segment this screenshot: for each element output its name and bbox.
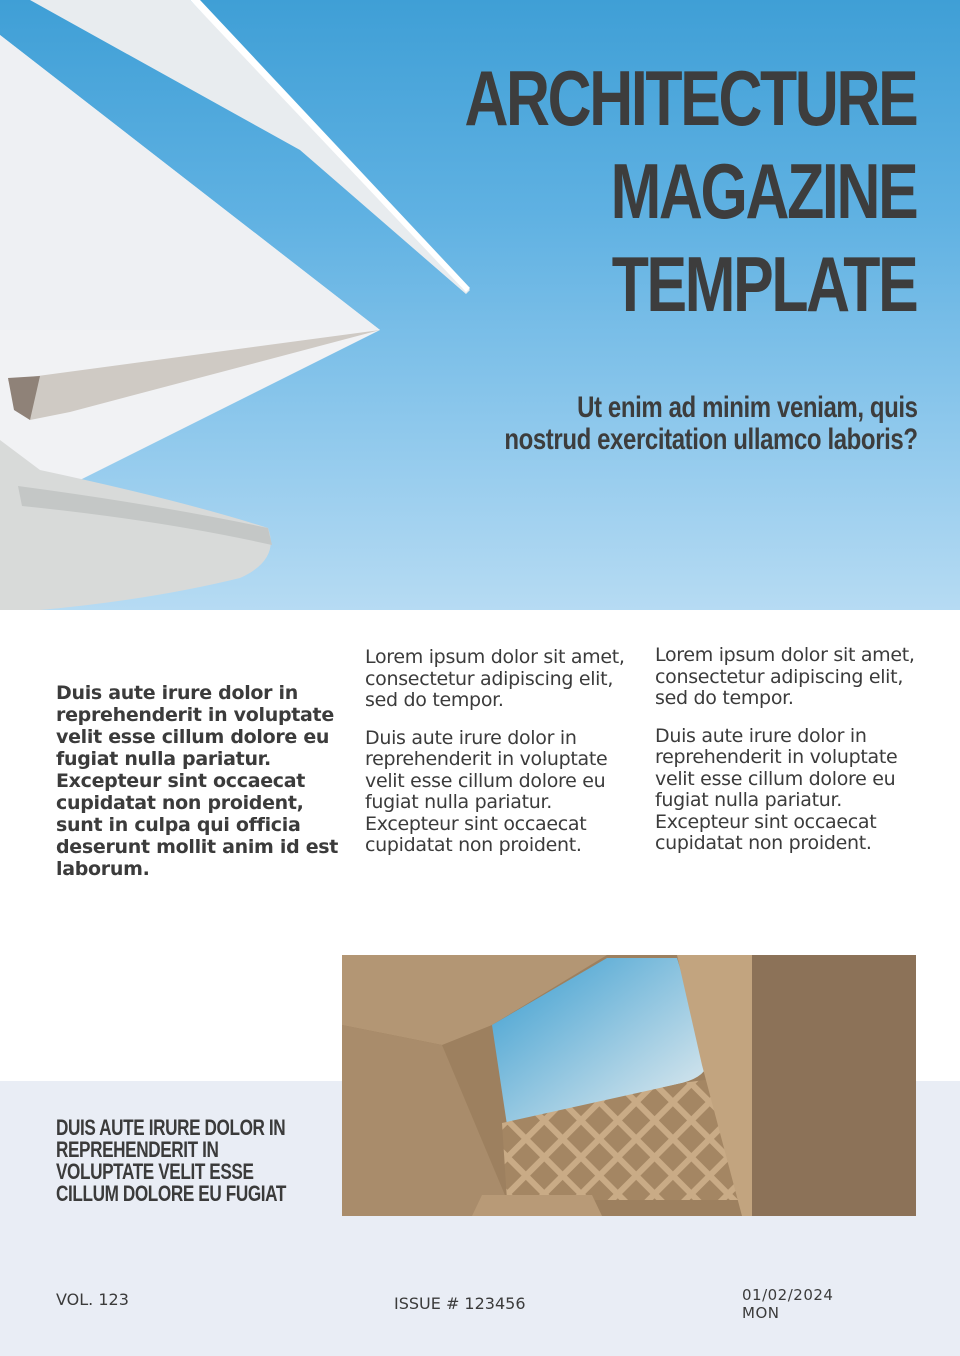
column-paragraph: Duis aute irure dolor in reprehenderit in voluptate velit esse cillum dolore eu fugiat nulla pariatur. Excepteur sint occaecat cupidatat non proident. (655, 724, 898, 854)
volume-label: VOL. 123 (56, 1290, 129, 1309)
stairs (472, 1195, 602, 1216)
article-column-2 (655, 645, 925, 871)
subtitle (505, 392, 918, 456)
caption-line: VOLUPTATE VELIT ESSE (56, 1159, 254, 1184)
day-text: MON (742, 1304, 780, 1322)
date-text: 01/02/2024 (742, 1286, 834, 1304)
right-textured-wall (752, 955, 916, 1216)
pull-quote-caption (56, 1117, 286, 1205)
column-paragraph: Duis aute irure dolor in reprehenderit in voluptate velit esse cillum dolore eu fugiat nulla pariatur. Excepteur sint occaecat cupidatat non proident. (365, 726, 608, 856)
title-line: ARCHITECTURE (464, 54, 916, 142)
courtyard-photo (342, 955, 916, 1216)
hero-section (0, 0, 960, 610)
issue-date (742, 1286, 833, 1322)
caption-line: CILLUM DOLORE EU FUGIAT (56, 1181, 286, 1206)
lead-paragraph: Duis aute irure dolor in reprehenderit in voluptate velit esse cillum dolore eu fugiat nulla pariatur. Excepteur sint occaecat cupidatat non proident, sunt in culpa qui officia deserunt mollit anim id est laborum. (56, 682, 339, 880)
article-column-1 (365, 647, 635, 873)
column-paragraph: Lorem ipsum dolor sit amet, consectetur adipiscing elit, sed do tempor. (365, 646, 625, 711)
caption-line: DUIS AUTE IRURE DOLOR IN (56, 1115, 286, 1140)
magazine-title (464, 52, 916, 331)
issue-number: ISSUE # 123456 (394, 1294, 526, 1313)
subtitle-line: nostrud exercitation ullamco laboris? (504, 423, 918, 456)
courtyard-illustration (342, 955, 916, 1216)
caption-line: REPREHENDERIT IN (56, 1137, 219, 1162)
title-line: TEMPLATE (611, 240, 916, 328)
title-line: MAGAZINE (610, 147, 916, 235)
column-paragraph: Lorem ipsum dolor sit amet, consectetur adipiscing elit, sed do tempor. (655, 644, 915, 709)
subtitle-line: Ut enim ad minim veniam, quis (577, 391, 918, 424)
